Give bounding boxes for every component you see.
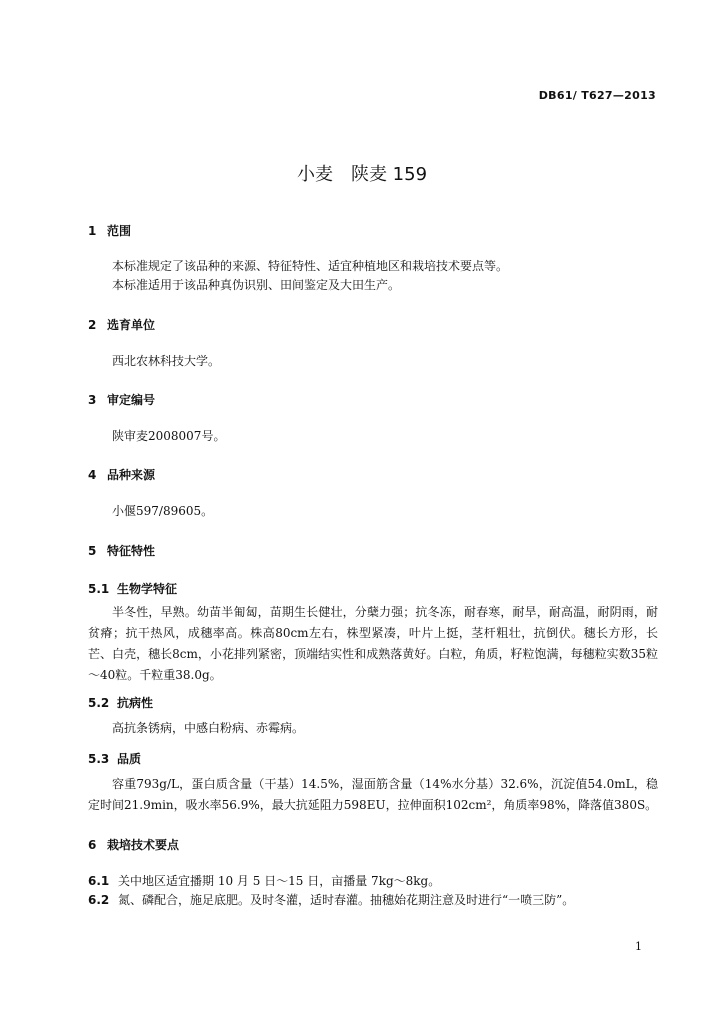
section-2-heading: 2 选育单位 [88,318,156,332]
section-5-3-paragraph: 容重793g/L，蛋白质含量（干基）14.5%，湿面筋含量（14%水分基）32.6%，沉淀值54.0mL，稳定时间21.9min，吸水率56.9%，最大抗延阻力598EU，拉伸面积102cm²，角质率98%，降落值380S。 [88,777,658,812]
section-3-paragraph: 陕审麦2008007号。 [112,429,226,443]
section-6-2-item: 6.2 氮、磷配合，施足底肥。及时冬灌，适时春灌。抽穗始花期注意及时进行“一喷三防”。 [88,893,575,907]
title-crop: 小麦 [296,164,333,185]
section-4-heading: 4 品种来源 [88,468,156,482]
standard-code: DB61/ T627—2013 [538,89,656,102]
section-4-paragraph: 小偃597/89605。 [112,504,214,518]
page-number: 1 [635,940,642,953]
document-title [0,160,724,186]
title-variety: 陕麦 159 [350,164,428,185]
section-6-heading: 6 栽培技术要点 [88,838,180,852]
section-5-3-heading: 5.3 品质 [88,752,142,766]
section-5-2-paragraph: 高抗条锈病，中感白粉病、赤霉病。 [112,721,305,735]
section-5-2-heading: 5.2 抗病性 [88,696,154,710]
section-5-heading: 5 特征特性 [88,544,156,558]
section-3-heading: 3 审定编号 [88,393,156,407]
section-1-paragraph-2: 本标准适用于该品种真伪识别、田间鉴定及大田生产。 [112,278,401,292]
section-5-1-heading: 5.1 生物学特征 [88,582,178,596]
section-2-paragraph: 西北农林科技大学。 [112,354,221,368]
section-5-1-paragraph: 半冬性，早熟。幼苗半匍匐，苗期生长健壮，分蘖力强；抗冬冻，耐春寒，耐旱，耐高温，耐阴雨，耐贫瘠；抗干热风，成穗率高。株高80cm左右，株型紧凑，叶片上挺，茎杆粗壮，抗倒伏。穗长方形，长芒、白壳，穗长8cm，小花排列紧密，顶端结实性和成熟落黄好。白粒，角质，籽粒饱满，每穗粒实数35粒～40粒。千粒重38.0g。 [88,605,658,682]
section-1-heading: 1 范围 [88,224,132,238]
section-1-paragraph-1: 本标准规定了该品种的来源、特征特性、适宜种植地区和栽培技术要点等。 [112,259,509,273]
section-6-1-item: 6.1 关中地区适宜播期 10 月 5 日～15 日，亩播量 7kg～8kg。 [88,874,441,888]
